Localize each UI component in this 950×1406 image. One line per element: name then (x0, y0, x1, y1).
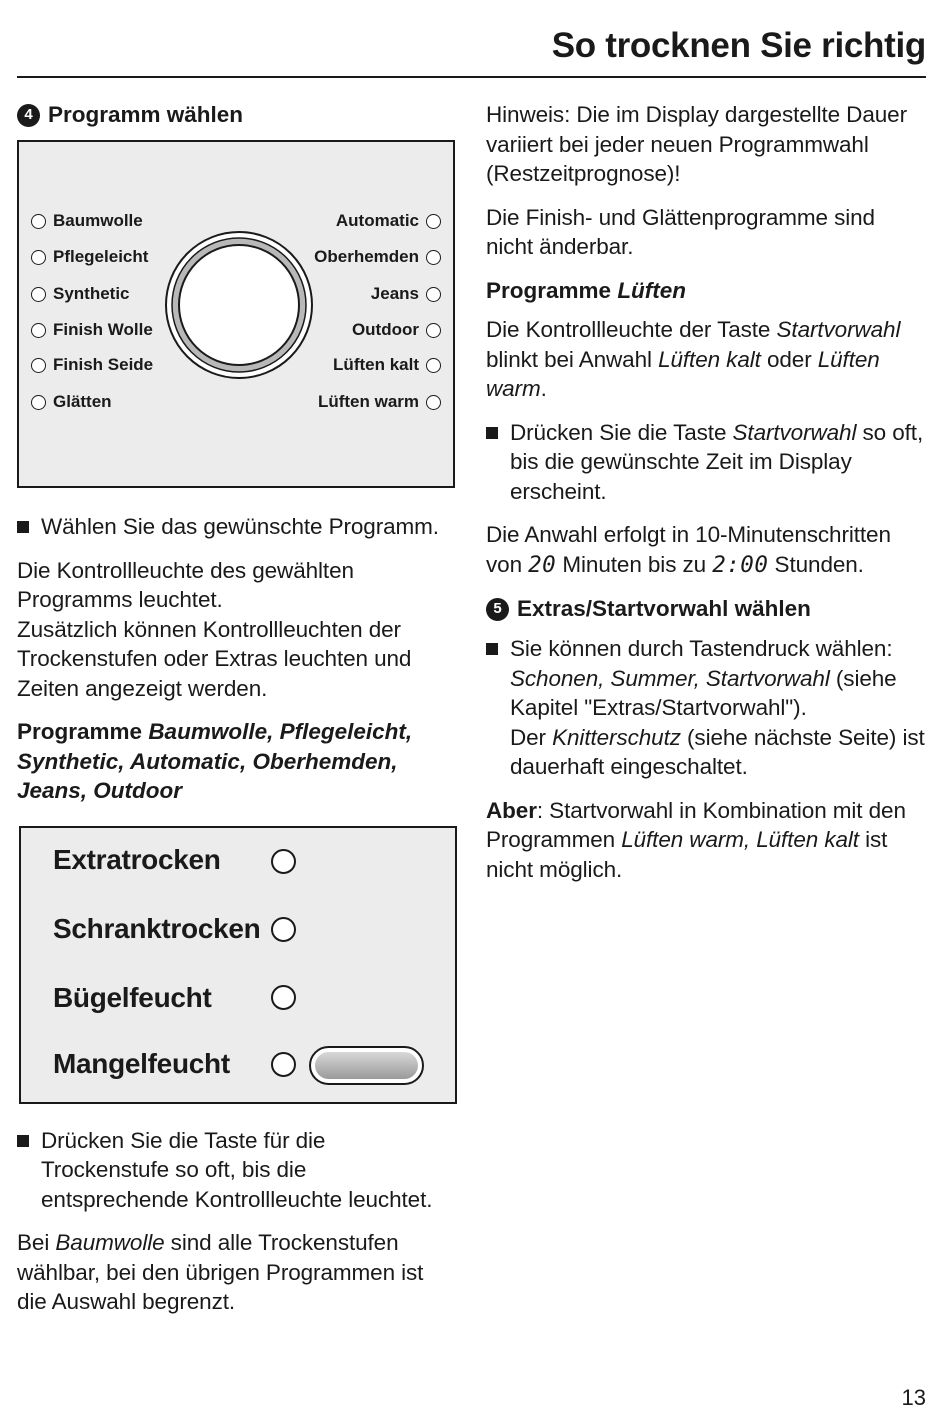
indicator-light-icon (271, 917, 296, 942)
paragraph-additional-lights: Zusätzlich können Kontrollleuchten der Trockenstufen oder Extras leuchten und Zeiten angezeigt werden. (17, 616, 412, 701)
paragraph-time-steps: Die Anwahl erfolgt in 10-Minutenschritten von 20 Minuten bis zu 2:00 Stunden. (486, 522, 891, 578)
paragraph-indicator-lights: Die Kontrollleuchte des gewählten Programms leuchtet. (17, 557, 354, 612)
bullet-square-icon (486, 427, 498, 439)
step-4-title: Programm wählen (48, 102, 244, 127)
step-number-badge: 4 (17, 104, 40, 127)
program-option-oberhemden (314, 246, 441, 268)
program-option-finish-wolle (31, 319, 153, 341)
dryness-level-button-icon (309, 1046, 424, 1085)
indicator-light-icon (31, 250, 46, 265)
indicator-light-icon (31, 214, 46, 229)
page-number: 13 (901, 1385, 926, 1406)
indicator-light-icon (31, 323, 46, 338)
program-label: Lüften kalt (333, 355, 419, 374)
program-label: Finish Wolle (53, 320, 153, 339)
program-label: Glätten (53, 392, 112, 411)
indicator-light-icon (271, 849, 296, 874)
bullet-text: Drücken Sie die Taste für die Trockenstufe so oft, bis die entsprechende Kontrollleuchte leuchtet. (41, 1127, 433, 1212)
program-option-glaetten (31, 391, 112, 413)
program-label: Outdoor (351, 320, 419, 339)
program-label: Jeans (370, 284, 419, 303)
bullet-square-icon (486, 643, 498, 655)
indicator-light-icon (426, 395, 441, 410)
paragraph-aber-note: Aber: Startvorwahl in Kombination mit den Programmen Lüften warm, Lüften kalt ist nicht möglich. (486, 797, 906, 882)
indicator-light-icon (271, 985, 296, 1010)
program-label: Synthetic (53, 284, 130, 303)
dryness-level-schranktrocken: Schranktrocken (53, 912, 261, 944)
right-column (486, 100, 926, 884)
display-duration-note: Hinweis: Die im Display dargestellte Dauer variiert bei jeder neuen Programmwahl (Restzeitprognose)! (486, 102, 907, 186)
program-option-synthetic (31, 283, 130, 305)
program-option-pflegeleicht (31, 246, 148, 268)
indicator-light-icon (426, 323, 441, 338)
heading-prefix: Programme (17, 719, 149, 744)
instruction-press-startvorwahl (486, 418, 926, 507)
dryness-level-panel (19, 826, 457, 1104)
step-number-badge: 5 (486, 598, 509, 621)
bullet-text: Sie können durch Tastendruck wählen: Schonen, Summer, Startvorwahl (siehe Kapitel "Extras/Startvorwahl"). Der Knitterschutz (siehe nächste Seite) ist dauerhaft eingeschaltet. (510, 636, 925, 779)
paragraph-lueften-indicator: Die Kontrollleuchte der Taste Startvorwahl blinkt bei Anwahl Lüften kalt oder Lüften warm. (486, 317, 901, 401)
heading-programs-list: Baumwolle, Pflegeleicht, Synthetic, Automatic, Oberhemden, Jeans, Outdoor (17, 719, 413, 803)
program-option-baumwolle (31, 210, 143, 232)
step-5-heading (486, 594, 926, 624)
bullet-text: Wählen Sie das gewünschte Programm. (41, 514, 439, 539)
instruction-select-extras (486, 634, 926, 782)
program-label: Pflegeleicht (53, 247, 149, 266)
indicator-light-icon (31, 395, 46, 410)
program-label: Oberhemden (314, 247, 419, 266)
program-option-outdoor (352, 319, 441, 341)
display-value-20: 20 (528, 551, 557, 578)
program-label: Automatic (335, 211, 419, 230)
dryness-level-mangelfeucht: Mangelfeucht (53, 1047, 230, 1079)
page-title: So trocknen Sie richtig (551, 26, 926, 65)
program-label: Lüften warm (317, 392, 419, 411)
indicator-light-icon (426, 250, 441, 265)
program-option-lueften-kalt (333, 354, 441, 376)
program-label: Finish Seide (53, 355, 154, 374)
display-value-2-00: 2:00 (712, 551, 769, 578)
step-5-title: Extras/Startvorwahl wählen (517, 596, 811, 621)
program-option-automatic (336, 210, 441, 232)
indicator-light-icon (31, 358, 46, 373)
instruction-press-dryness-button (17, 1126, 459, 1215)
left-column (17, 100, 459, 1317)
program-option-lueften-warm (318, 391, 441, 413)
program-label: Baumwolle (53, 211, 143, 230)
dryness-level-buegelfeucht: Bügelfeucht (53, 981, 212, 1013)
program-selector-panel (17, 140, 455, 488)
page-header (17, 24, 926, 78)
indicator-light-icon (426, 287, 441, 302)
bullet-square-icon (17, 521, 29, 533)
step-4-heading (17, 100, 459, 130)
program-option-finish-seide (31, 354, 153, 376)
program-selector-knob-icon (164, 230, 314, 380)
program-option-jeans (371, 283, 441, 305)
indicator-light-icon (31, 287, 46, 302)
bullet-square-icon (17, 1135, 29, 1147)
instruction-select-program (17, 512, 459, 542)
indicator-light-icon (271, 1052, 296, 1077)
bullet-text: Drücken Sie die Taste Startvorwahl so oft, bis die gewünschte Zeit im Display erscheint. (510, 419, 924, 504)
programs-heading (17, 717, 459, 806)
indicator-light-icon (426, 358, 441, 373)
dryness-level-extratrocken: Extratrocken (53, 843, 221, 875)
finish-programs-note: Die Finish- und Glättenprogramme sind nicht änderbar. (486, 204, 875, 259)
programs-lueften-heading: Programme Lüften (486, 277, 687, 303)
paragraph-baumwolle-levels: Bei Baumwolle sind alle Trockenstufen wählbar, bei den übrigen Programmen ist die Auswahl begrenzt. (17, 1230, 424, 1314)
indicator-light-icon (426, 214, 441, 229)
